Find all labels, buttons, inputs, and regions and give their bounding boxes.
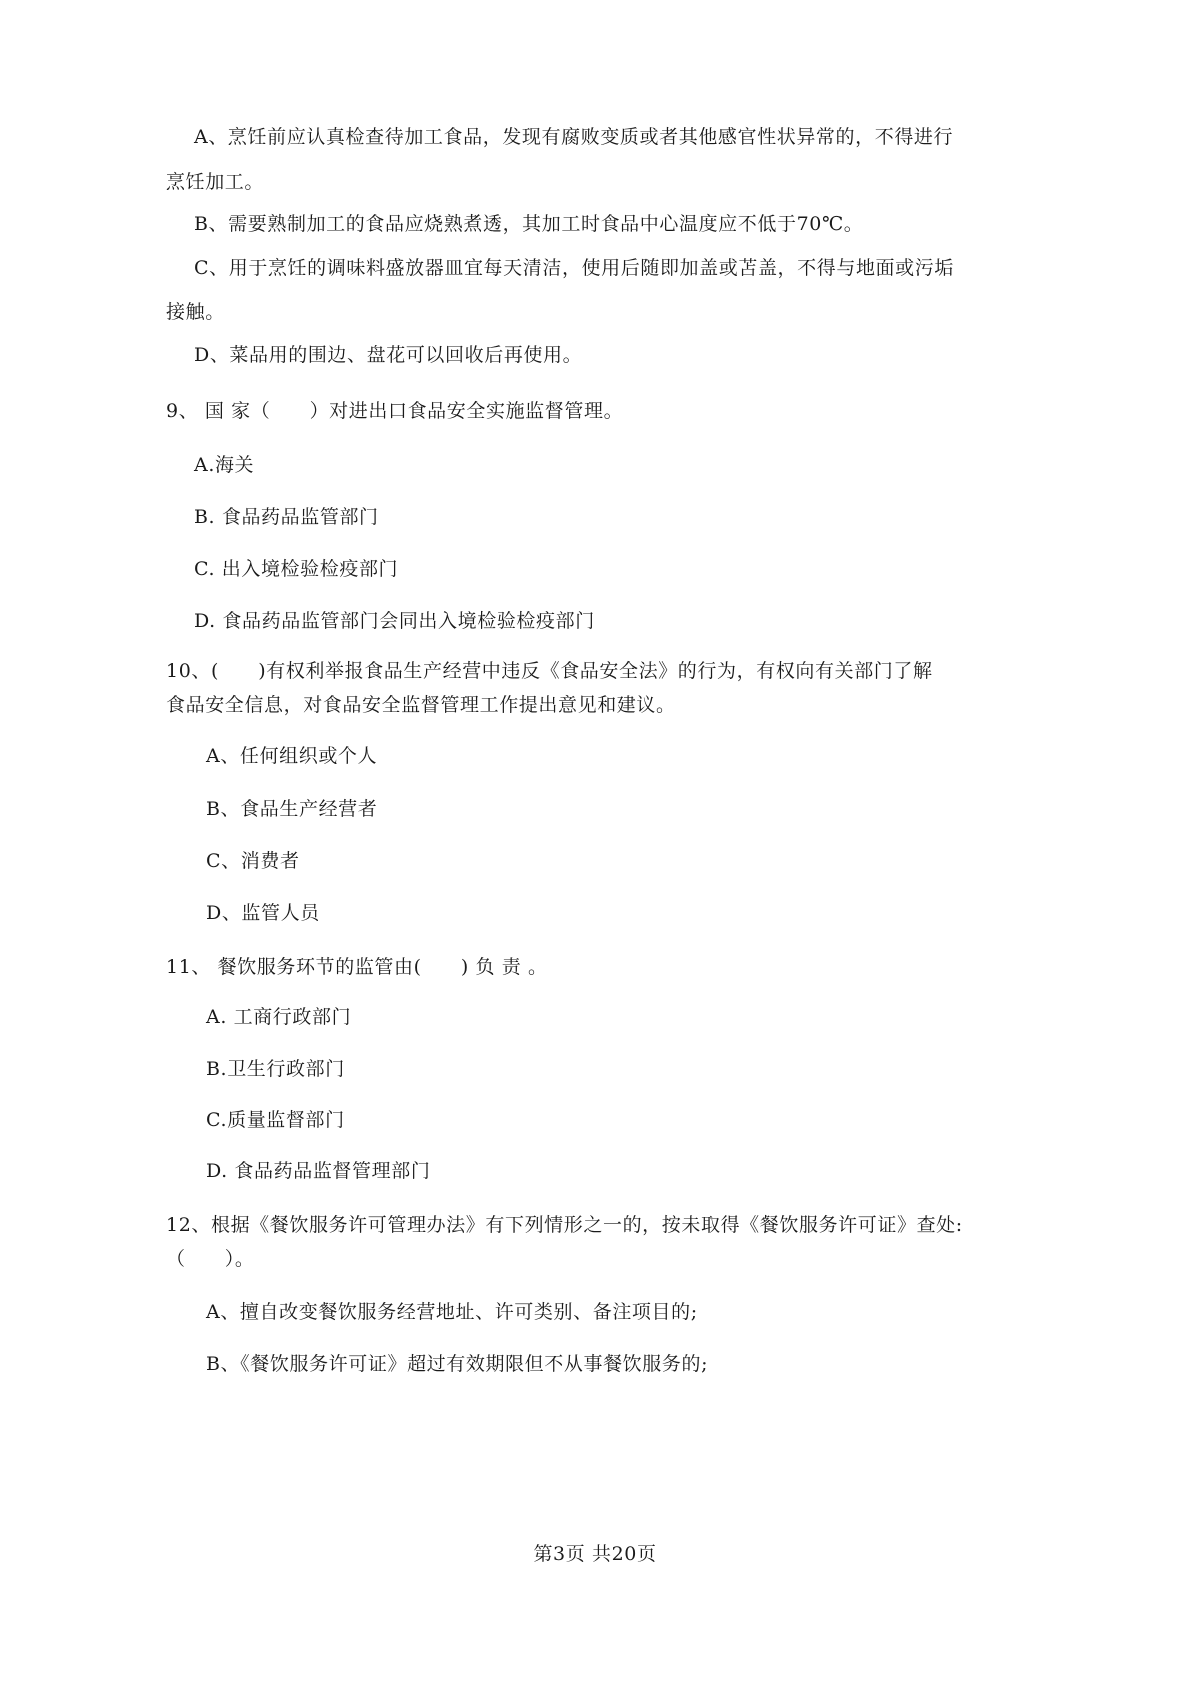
q11-option-d: D. 食品药品监督管理部门 bbox=[206, 1160, 431, 1182]
q11-option-b: B.卫生行政部门 bbox=[206, 1058, 345, 1080]
q10-option-b: B、食品生产经营者 bbox=[206, 798, 378, 820]
q12-option-a: A、擅自改变餐饮服务经营地址、许可类别、备注项目的; bbox=[206, 1301, 698, 1323]
q11-option-c: C.质量监督部门 bbox=[206, 1109, 345, 1131]
q8-option-d: D、菜品用的围边、盘花可以回收后再使用。 bbox=[194, 344, 583, 366]
q8-option-a-line1: A、烹饪前应认真检查待加工食品，发现有腐败变质或者其他感官性状异常的，不得进行 bbox=[194, 126, 954, 148]
q8-option-c-line2: 接触。 bbox=[166, 301, 225, 323]
q10-option-c: C、消费者 bbox=[206, 850, 300, 872]
q11-option-a: A. 工商行政部门 bbox=[206, 1006, 352, 1028]
q10-stem-line1: 10、( )有权利举报食品生产经营中违反《食品安全法》的行为，有权向有关部门了解 bbox=[166, 660, 933, 682]
q9-option-a: A.海关 bbox=[194, 454, 255, 476]
q8-option-a-line2: 烹饪加工。 bbox=[166, 171, 265, 193]
q10-stem-line2: 食品安全信息，对食品安全监督管理工作提出意见和建议。 bbox=[166, 694, 676, 716]
q11-stem: 11、 餐饮服务环节的监管由( ) 负 责 。 bbox=[166, 956, 548, 978]
q12-option-b: B、《餐饮服务许可证》超过有效期限但不从事餐饮服务的; bbox=[206, 1353, 709, 1375]
q12-stem-line1: 12、根据《餐饮服务许可管理办法》有下列情形之一的，按未取得《餐饮服务许可证》查处: bbox=[166, 1214, 963, 1236]
q9-option-d: D. 食品药品监管部门会同出入境检验检疫部门 bbox=[194, 610, 595, 632]
q9-option-b: B. 食品药品监管部门 bbox=[194, 506, 379, 528]
q8-option-c-line1: C、用于烹饪的调味料盛放器皿宜每天清洁，使用后随即加盖或苫盖，不得与地面或污垢 bbox=[194, 257, 954, 279]
q9-stem: 9、 国 家（ ）对进出口食品安全实施监督管理。 bbox=[166, 400, 624, 422]
page-number-footer: 第3页 共20页 bbox=[533, 1543, 657, 1565]
q10-option-a: A、任何组织或个人 bbox=[206, 745, 378, 767]
q9-option-c: C. 出入境检验检疫部门 bbox=[194, 558, 399, 580]
q10-option-d: D、监管人员 bbox=[206, 902, 320, 924]
q12-stem-line2: （ ）。 bbox=[166, 1248, 255, 1270]
q8-option-b: B、需要熟制加工的食品应烧熟煮透，其加工时食品中心温度应不低于70℃。 bbox=[194, 213, 864, 235]
